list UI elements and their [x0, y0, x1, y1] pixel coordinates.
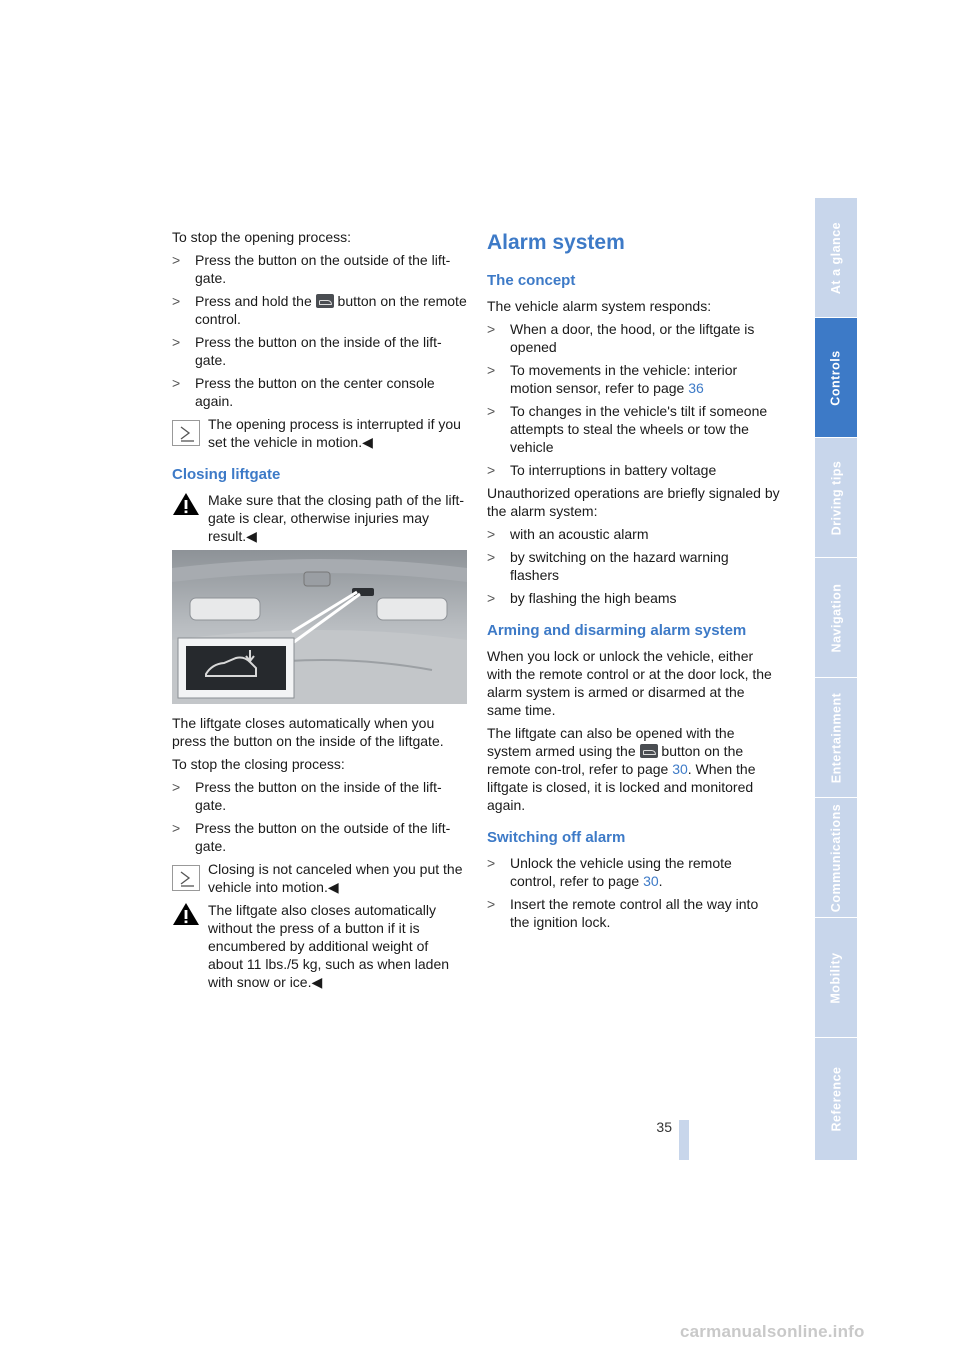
bullet-icon: > — [487, 896, 496, 912]
page-link-30[interactable]: 30 — [672, 761, 688, 777]
section-heading-switch-off: Switching off alarm — [487, 829, 626, 846]
arming-text: When you lock or unlock the vehicle, either with the remote control or at the door lock, the alarm system is armed or disarmed at the same time. — [487, 648, 772, 718]
tab-driving-tips[interactable]: Driving tips — [815, 438, 857, 557]
list-item: > To movements in the vehicle: interior motion sensor, refer to page 36 — [487, 362, 738, 396]
list-item: > by flashing the high beams — [487, 590, 677, 606]
section-heading-closing: Closing liftgate — [172, 466, 281, 483]
list-item: > Unlock the vehicle using the remote control, refer to page 30. — [487, 855, 732, 889]
bullet-icon: > — [172, 252, 181, 268]
tab-communications[interactable]: Communications — [815, 798, 857, 917]
warning-block: The liftgate also closes automatically without the press of a button if it is encumbered by additional weight of about 11 lbs./5 kg, such as when laden with snow or ice.◀ — [172, 901, 467, 991]
list-item: > Press the button on the inside of the lift-gate. — [172, 334, 442, 368]
list-item: > with an acoustic alarm — [487, 526, 649, 542]
bullet-icon: > — [172, 820, 181, 836]
bullet-icon: > — [487, 362, 496, 378]
section-heading-concept: The concept — [487, 272, 576, 289]
remote-liftgate-button-icon — [316, 294, 334, 308]
tab-entertainment[interactable]: Entertainment — [815, 678, 857, 797]
bullet-icon: > — [172, 293, 181, 309]
page-link-36[interactable]: 36 — [688, 380, 704, 396]
bullet-icon: > — [487, 462, 496, 478]
list-item: > Press the button on the inside of the lift-gate. — [172, 779, 442, 813]
page-number-bar — [679, 1120, 689, 1160]
liftgate-armed-text: The liftgate can also be opened with the system armed using the button on the remote con-trol, refer to page 30. When the liftgate is closed, it is locked and monitored again. — [487, 725, 756, 813]
list-item: > Press the button on the center console again. — [172, 375, 435, 409]
bullet-icon: > — [172, 375, 181, 391]
closes-auto-text: The liftgate closes automatically when you press the button on the inside of the liftgate. — [172, 715, 444, 749]
note-icon — [172, 865, 200, 891]
note-block: The opening process is interrupted if you set the vehicle in motion.◀ — [172, 415, 467, 451]
page-number: 35 — [656, 1119, 672, 1135]
bullet-icon: > — [487, 526, 496, 542]
bullet-icon: > — [487, 549, 496, 565]
bullet-icon: > — [487, 855, 496, 871]
list-item: > When a door, the hood, or the liftgate is opened — [487, 321, 755, 355]
chapter-tabs — [815, 198, 857, 1160]
tab-mobility[interactable]: Mobility — [815, 918, 857, 1037]
tab-at-a-glance[interactable]: At a glance — [815, 198, 857, 317]
bullet-icon: > — [172, 334, 181, 350]
bullet-icon: > — [487, 403, 496, 419]
list-item: > Press the button on the outside of the lift-gate. — [172, 820, 451, 854]
unauthorized-intro: Unauthorized operations are briefly signaled by the alarm system: — [487, 485, 780, 519]
section-heading-arming: Arming and disarming alarm system — [487, 622, 747, 639]
concept-intro: The vehicle alarm system responds: — [487, 298, 712, 314]
tab-reference[interactable]: Reference — [815, 1038, 857, 1160]
list-item: > Insert the remote control all the way into the ignition lock. — [487, 896, 759, 930]
stop-opening-intro: To stop the opening process: — [172, 229, 352, 245]
note-icon — [172, 420, 200, 446]
page-title: Alarm system — [487, 231, 625, 254]
tab-controls[interactable]: Controls — [815, 318, 857, 437]
list-item: > Press and hold the button on the remote control. — [172, 293, 467, 327]
watermark: carmanualsonline.info — [680, 1322, 865, 1341]
warning-block: Make sure that the closing path of the lift-gate is clear, otherwise injuries may result.◀ — [172, 491, 467, 545]
list-item: > by switching on the hazard warning flashers — [487, 549, 729, 583]
warning-icon — [172, 901, 200, 927]
right-column — [487, 228, 780, 936]
bullet-icon: > — [487, 321, 496, 337]
page-link-30[interactable]: 30 — [643, 873, 659, 889]
note-block: Closing is not canceled when you put the vehicle into motion.◀ — [172, 860, 467, 896]
liftgate-button-photo — [172, 550, 467, 704]
list-item: > To changes in the vehicle's tilt if someone attempts to steal the wheels or tow the vehicle — [487, 403, 768, 455]
warning-icon — [172, 491, 200, 517]
stop-closing-intro: To stop the closing process: — [172, 756, 345, 772]
tab-navigation[interactable]: Navigation — [815, 558, 857, 677]
remote-liftgate-button-icon — [640, 744, 658, 758]
left-column — [172, 228, 467, 996]
list-item: > Press the button on the outside of the lift-gate. — [172, 252, 451, 286]
bullet-icon: > — [487, 590, 496, 606]
bullet-icon: > — [172, 779, 181, 795]
list-item: > To interruptions in battery voltage — [487, 462, 717, 478]
